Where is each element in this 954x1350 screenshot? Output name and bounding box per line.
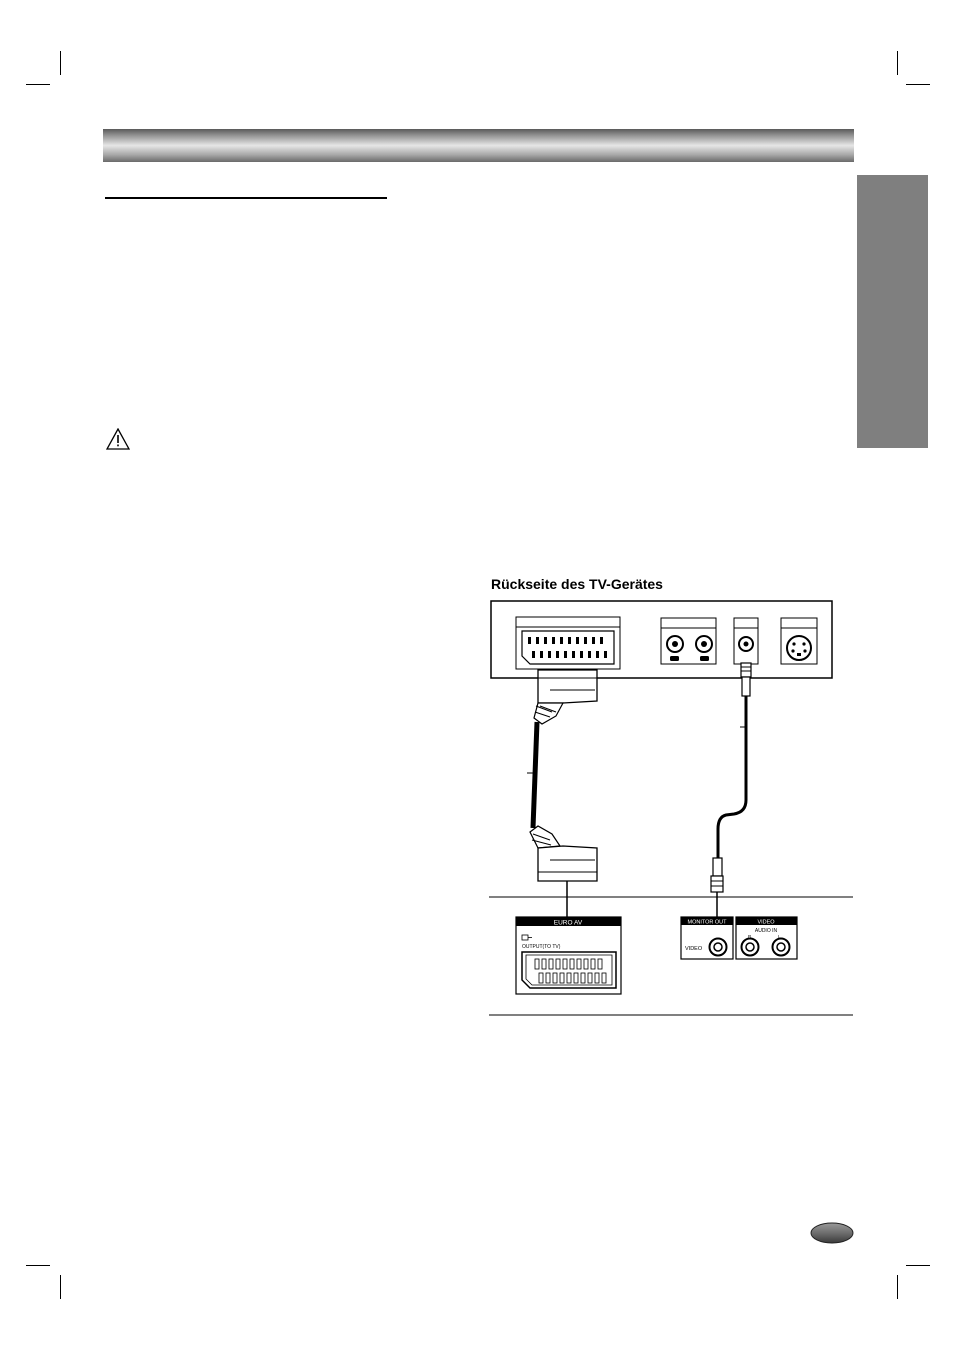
section-header-bar (103, 129, 854, 162)
section-title-underline (105, 197, 387, 199)
warning-triangle-icon (106, 428, 130, 450)
chapter-side-tab (857, 175, 928, 448)
audio-in-label: AUDIO IN (754, 928, 778, 934)
rca-plug-lower (711, 858, 723, 892)
crop-mark (60, 1275, 61, 1299)
scart-cable (533, 722, 537, 828)
crop-mark (906, 84, 930, 85)
crop-mark (60, 51, 61, 75)
tv-rear-caption: Rückseite des TV-Gerätes (491, 576, 663, 592)
scart-plug-upper (534, 670, 597, 724)
crop-mark (26, 84, 50, 85)
tv-svideo-jack (787, 636, 811, 660)
monitor-out-header: MONITOR OUT (687, 919, 727, 926)
crop-mark (897, 51, 898, 75)
euro-av-header: EURO AV (553, 919, 583, 927)
rca-video-cable (718, 696, 746, 858)
audio-l-label: L (778, 934, 781, 939)
scart-plug-lower (530, 826, 597, 881)
output-label: OUTPUT(TO TV) (522, 944, 561, 950)
crop-mark (26, 1265, 50, 1266)
connection-diagram (486, 596, 858, 1020)
crop-mark (906, 1265, 930, 1266)
monitor-video-label: VIDEO (685, 946, 703, 952)
crop-mark (897, 1275, 898, 1299)
audio-r-label: R (748, 934, 752, 939)
video-in-header: VIDEO (757, 919, 775, 926)
tv-scart-socket (522, 631, 614, 664)
page-number-badge (810, 1222, 854, 1244)
rca-plug-upper (741, 663, 751, 696)
